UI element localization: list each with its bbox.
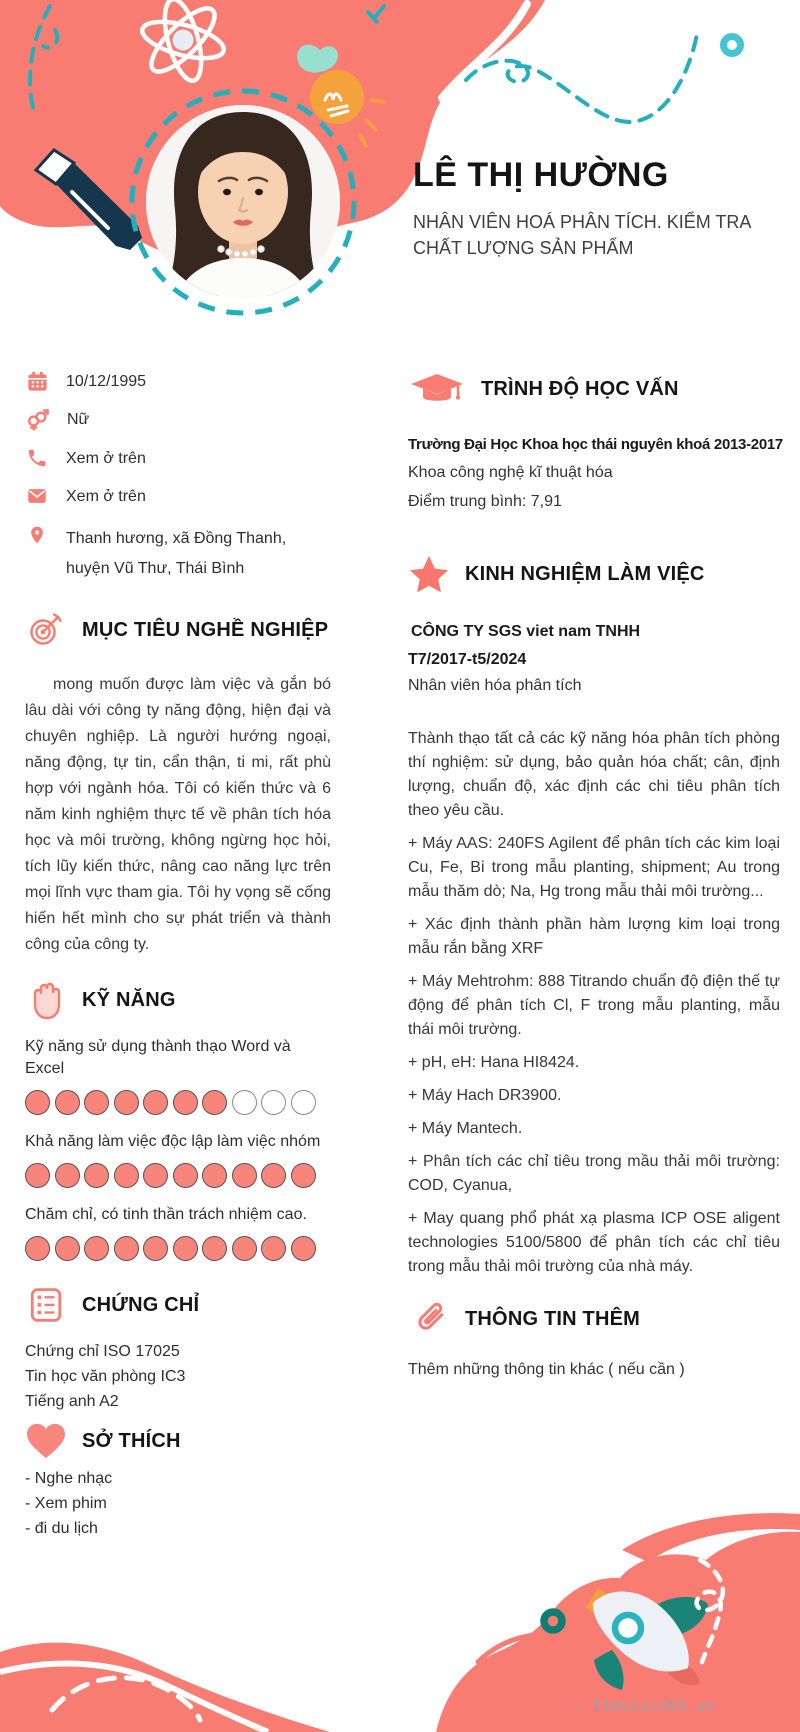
- checklist-icon: [25, 1287, 67, 1323]
- experience-detail: + Phân tích các chỉ tiêu trong mầu thải môi trường: COD, Cyanua,: [408, 1153, 780, 1194]
- skill-dot: [202, 1236, 227, 1261]
- skill-dot: [114, 1163, 139, 1188]
- skill-dot: [291, 1236, 316, 1261]
- certificate-item: Tin học văn phòng IC3: [25, 1368, 186, 1385]
- education-heading: TRÌNH ĐỘ HỌC VẤN: [481, 377, 679, 400]
- skill-label: Kỹ năng sử dụng thành thạo Word và Excel: [25, 1038, 291, 1077]
- right-column: [408, 372, 783, 1395]
- experience-detail: + May quang phổ phát xạ plasma ICP OSE aligent technologies 5100/5800 để phân tích các chỉ tiêu trong mẫu thải môi trường của nhà máy.: [408, 1210, 780, 1275]
- candidate-name: LÊ THỊ HƯỜNG: [413, 156, 669, 194]
- info-row-gender: [25, 408, 331, 432]
- donut-circle-icon: [724, 37, 741, 54]
- experience-company: CÔNG TY SGS viet nam TNHH: [411, 623, 641, 640]
- target-icon: [25, 612, 67, 648]
- experience-detail: Thành thạo tất cả các kỹ năng hóa phân tích phòng thí nghiệm: sử dụng, bảo quản hóa chất; cân, định lượng, chuẩn độ, xác định các chi tiêu phân tích theo yêu cầu.: [408, 730, 780, 819]
- skill-label: Chăm chỉ, có tinh thần trách nhiệm cao.: [25, 1206, 307, 1223]
- certificate-item: Tiếng anh A2: [25, 1393, 119, 1410]
- hobby-item: - Xem phim: [25, 1495, 107, 1512]
- section-certificates-header: [25, 1287, 331, 1323]
- skill-dot: [55, 1236, 80, 1261]
- address-value: Thanh hương, xã Đồng Thanh, huyện Vũ Thư, Thái Bình: [66, 530, 287, 577]
- experience-heading: KINH NGHIỆM LÀM VIỆC: [465, 562, 705, 585]
- education-faculty: Khoa công nghệ kĩ thuật hóa: [408, 464, 613, 481]
- skill-dot: [25, 1090, 50, 1115]
- gender-value: Nữ: [67, 411, 90, 428]
- hobbies-list: [25, 1466, 331, 1541]
- skill-dot: [173, 1163, 198, 1188]
- skill-dot: [291, 1090, 316, 1115]
- birthday-value: 10/12/1995: [66, 373, 147, 390]
- profile-photo: [123, 82, 363, 322]
- hand-icon: [25, 980, 67, 1020]
- info-row-birthday: [25, 370, 331, 393]
- skill-dots: [25, 1236, 331, 1261]
- skill-item: [25, 1036, 331, 1115]
- location-icon: [25, 523, 49, 547]
- section-experience-header: [408, 555, 780, 593]
- experience-role: Nhân viên hóa phân tích: [408, 677, 582, 694]
- graduation-cap-icon: [408, 372, 466, 406]
- skill-dot: [25, 1163, 50, 1188]
- skill-dot: [143, 1090, 168, 1115]
- experience-details: [408, 727, 780, 1279]
- education-gpa: Điểm trung bình: 7,91: [408, 493, 562, 510]
- header-block: [413, 156, 785, 261]
- hobbies-section: [25, 1422, 331, 1541]
- paperclip-icon: [408, 1299, 450, 1339]
- email-value: Xem ở trên: [66, 488, 146, 505]
- skills-heading: KỸ NĂNG: [82, 988, 176, 1011]
- skill-dot: [55, 1090, 80, 1115]
- experience-detail: + Xác định thành phần hàm lượng kim loại trong mẫu rắn bằng XRF: [408, 916, 780, 957]
- experience-period: T7/2017-t5/2024: [408, 651, 527, 668]
- additional-body: Thêm những thông tin khác ( nếu cần ): [408, 1361, 685, 1378]
- skill-dot: [232, 1090, 257, 1115]
- experience-detail: + Máy AAS: 240FS Agilent để phân tích các kim loại Cu, Fe, Bi trong mẫu planting, shipment; Au trong mẫu thăm dò; Na, Hg trong mẫu thải môi trường...: [408, 835, 780, 900]
- skill-dot: [84, 1090, 109, 1115]
- certificates-heading: CHỨNG CHỈ: [82, 1293, 200, 1316]
- heart-icon: [25, 1422, 67, 1460]
- skill-dot: [173, 1236, 198, 1261]
- certificate-item: Chứng chỉ ISO 17025: [25, 1343, 180, 1360]
- skill-dot: [173, 1090, 198, 1115]
- skill-dot: [232, 1236, 257, 1261]
- info-row-email: [25, 485, 331, 508]
- skill-dot: [25, 1236, 50, 1261]
- skill-dot: [232, 1163, 257, 1188]
- skill-dot: [84, 1163, 109, 1188]
- skill-dot: [55, 1163, 80, 1188]
- skill-dot: [114, 1236, 139, 1261]
- hobby-item: - đi du lịch: [25, 1520, 98, 1537]
- skill-dot: [143, 1163, 168, 1188]
- watermark: ∴ Timviec365.vn: [573, 1697, 716, 1715]
- skill-label: Khả năng làm việc độc lập làm việc nhóm: [25, 1133, 321, 1150]
- objective-body: mong muốn được làm việc và gắn bó lâu dài với công ty năng động, hiện đại và chuyên nghiệp. Là người hướng ngoại, năng động, tự tin, cẩn thận, ti mi, rất phù hợp với ngành hóa. Tôi có kiến thức và 6 năm kinh nghiệm thực tế về phân tích hóa học và môi trường, không ngừng học hỏi, tích lũy kiến thức, nâng cao năng lực trên mọi lĩnh vực tham gia. Tôi hy vọng sẽ cống hiến hết mình cho sự phát triển và thành công của công ty.: [25, 676, 331, 953]
- info-row-address: [25, 523, 331, 584]
- certificates-list: [25, 1339, 331, 1414]
- avatar: [146, 105, 340, 304]
- section-hobbies-header: [25, 1422, 331, 1460]
- candidate-title: NHÂN VIÊN HOÁ PHÂN TÍCH. KIỂM TRA CHẤT LƯỢNG SẢN PHẨM: [413, 212, 751, 258]
- skill-dot: [291, 1163, 316, 1188]
- gender-icon: [25, 408, 50, 432]
- hobbies-heading: SỞ THÍCH: [82, 1429, 181, 1452]
- experience-detail: + Máy Mantech.: [408, 1120, 523, 1137]
- skill-item: [25, 1204, 331, 1261]
- section-additional-header: [408, 1299, 780, 1339]
- skill-dot: [261, 1236, 286, 1261]
- skill-dots: [25, 1090, 331, 1115]
- phone-icon: [25, 447, 49, 469]
- education-school: Trường Đại Học Khoa học thái nguyên khoá 2013-2017: [408, 436, 783, 453]
- skill-dot: [202, 1090, 227, 1115]
- hobby-item: - Nghe nhạc: [25, 1470, 113, 1487]
- skill-dots: [25, 1163, 331, 1188]
- skill-dot: [261, 1090, 286, 1115]
- skill-dot: [84, 1236, 109, 1261]
- experience-detail: + Máy Hach DR3900.: [408, 1087, 562, 1104]
- left-column: [25, 370, 331, 1541]
- email-icon: [25, 485, 49, 507]
- star-icon: [408, 555, 450, 593]
- experience-detail: + pH, eH: Hana HI8424.: [408, 1054, 580, 1071]
- section-education-header: [408, 372, 780, 406]
- section-objective-header: [25, 612, 331, 648]
- skill-dot: [261, 1163, 286, 1188]
- additional-heading: THÔNG TIN THÊM: [465, 1307, 641, 1330]
- info-row-phone: [25, 447, 331, 470]
- skill-dot: [114, 1090, 139, 1115]
- skill-dot: [143, 1236, 168, 1261]
- calendar-icon: [25, 370, 49, 393]
- skill-item: [25, 1131, 331, 1188]
- skill-dot: [202, 1163, 227, 1188]
- experience-detail: + Máy Mehtrohm: 888 Titrando chuẩn độ điện thế tự động để phân tích Cl, F trong mẫu planting, mẫu thái môi trường.: [408, 973, 780, 1038]
- section-skills-header: [25, 980, 331, 1020]
- phone-value: Xem ở trên: [66, 450, 146, 467]
- personal-info-list: [25, 370, 331, 584]
- objective-heading: MỤC TIÊU NGHỀ NGHIỆP: [82, 618, 329, 641]
